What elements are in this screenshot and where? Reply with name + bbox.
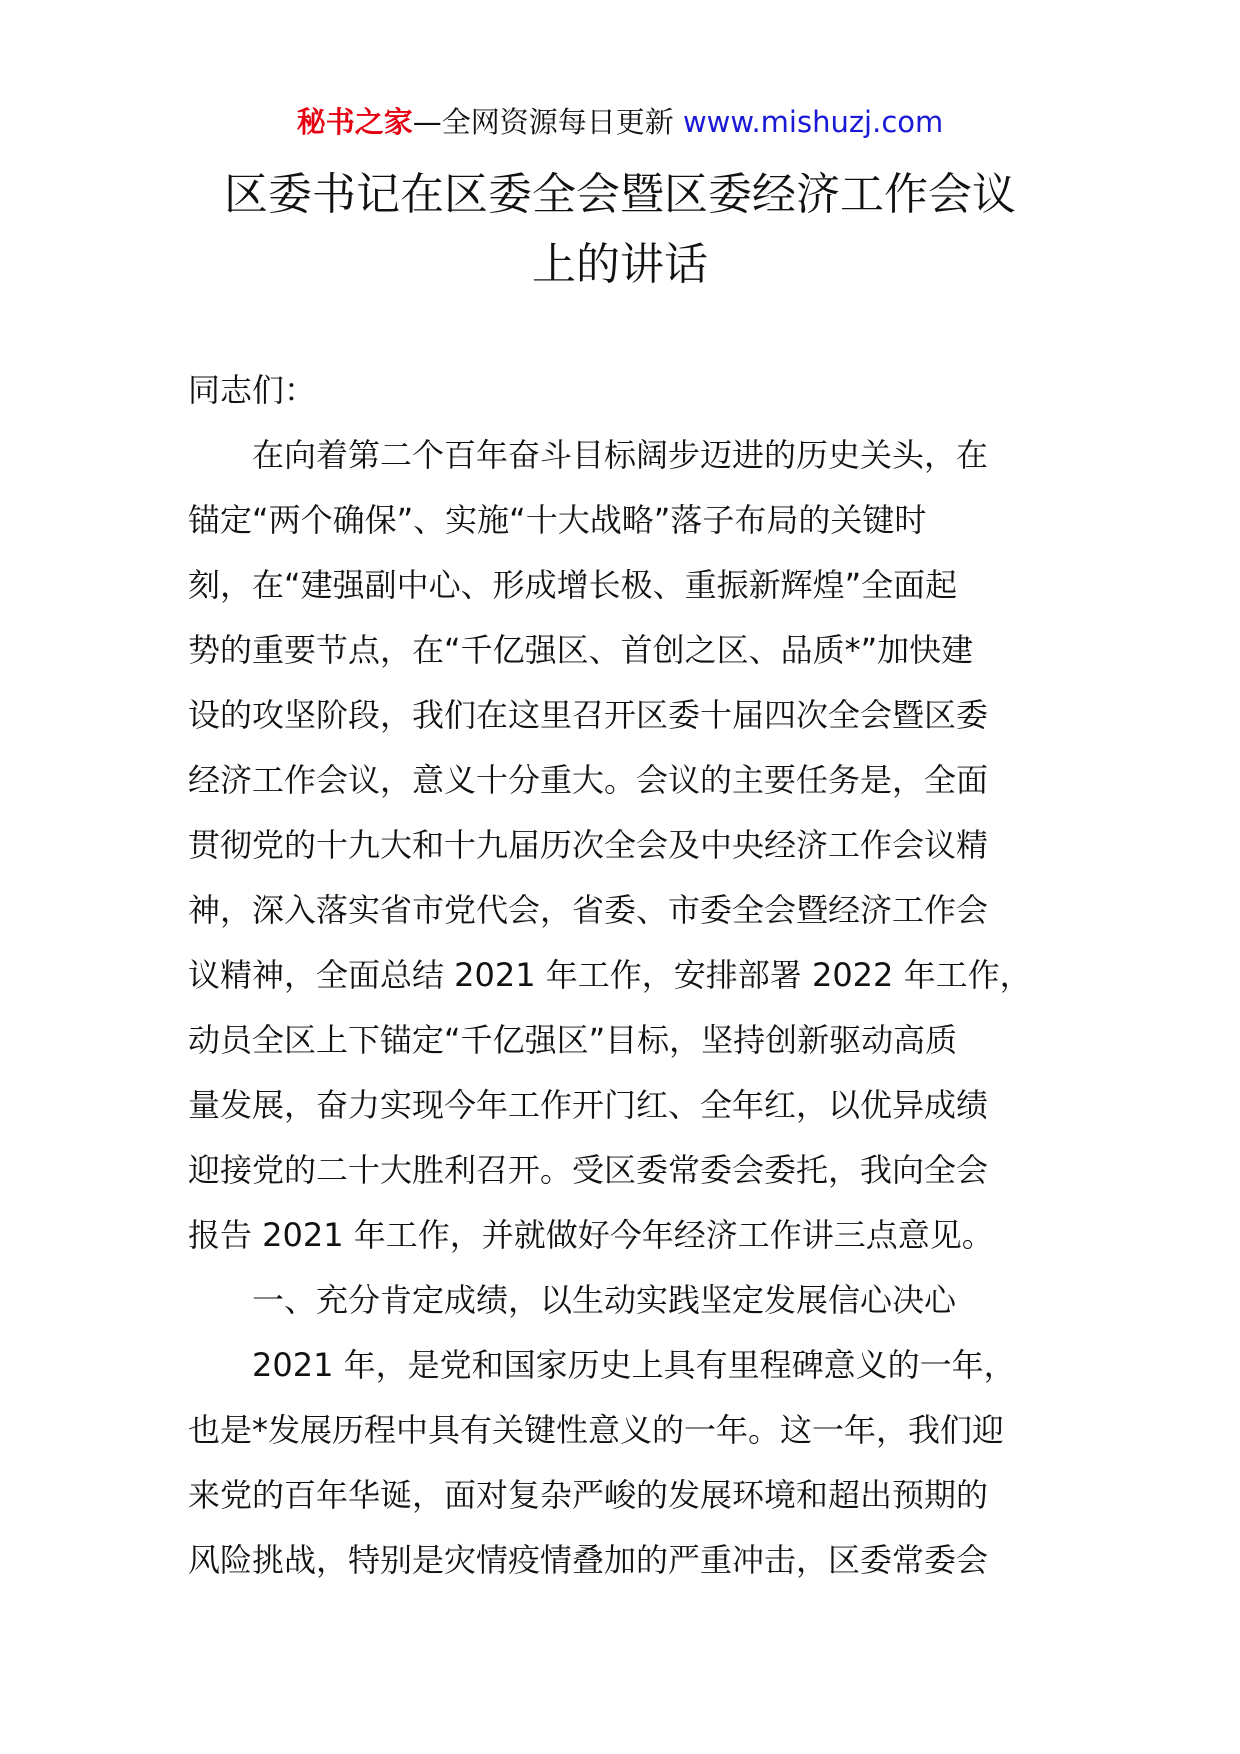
paragraph-1-line: 动员全区上下锚定“千亿强区”目标，坚持创新驱动高质 [188,1021,958,1059]
paragraph-2-line: 风险挑战，特别是灾情疫情叠加的严重冲击，区委常委会 [188,1541,989,1579]
header-tagline: —全网资源每日更新 [412,105,674,139]
paragraph-1-line: 贯彻党的十九大和十九届历次全会及中央经济工作会议精 [188,826,989,864]
document-body [188,358,1056,1593]
paragraph-1-line: 经济工作会议，意义十分重大。会议的主要任务是，全面 [188,761,989,799]
paragraph-1-line: 量发展，奋力实现今年工作开门红、全年红，以优异成绩 [188,1086,989,1124]
paragraph-1-line: 迎接党的二十大胜利召开。受区委常委会委托，我向全会 [188,1151,989,1189]
title-line-2: 上的讲话 [532,239,708,290]
salutation: 同志们： [188,371,317,409]
paragraph-1-line: 锚定“两个确保”、实施“十大战略”落子布局的关键时 [188,501,927,539]
paragraph-2-line: 来党的百年华诞，面对复杂严峻的发展环境和超出预期的 [188,1476,989,1514]
site-header [0,100,1240,144]
section-heading: 一、充分肯定成绩，以生动实践坚定发展信心决心 [252,1281,957,1319]
paragraph-1-line: 势的重要节点，在“千亿强区、首创之区、品质*”加快建 [188,631,974,669]
paragraph-2-line: 2021 年，是党和国家历史上具有里程碑意义的一年， [252,1346,1016,1384]
paragraph-2-line: 也是*发展历程中具有关键性意义的一年。这一年，我们迎 [188,1411,1005,1449]
brand-name: 秘书之家 [296,105,413,139]
title-line-1: 区委书记在区委全会暨区委经济工作会议 [224,169,1016,220]
site-url-link[interactable]: www.mishuzj.com [682,105,944,139]
paragraph-1-line: 刻，在“建强副中心、形成增长极、重振新辉煌”全面起 [188,566,958,604]
paragraph-1-line: 报告 2021 年工作，并就做好今年经济工作讲三点意见。 [188,1216,994,1254]
paragraph-1-line: 设的攻坚阶段，我们在这里召开区委十届四次全会暨区委 [188,696,989,734]
paragraph-1-line: 议精神，全面总结 2021 年工作，安排部署 2022 年工作， [188,956,1032,994]
paragraph-1-line: 神，深入落实省市党代会，省委、市委全会暨经济工作会 [188,891,989,929]
document-title [150,160,1090,300]
paragraph-1-line: 在向着第二个百年奋斗目标阔步迈进的历史关头，在 [252,436,989,474]
